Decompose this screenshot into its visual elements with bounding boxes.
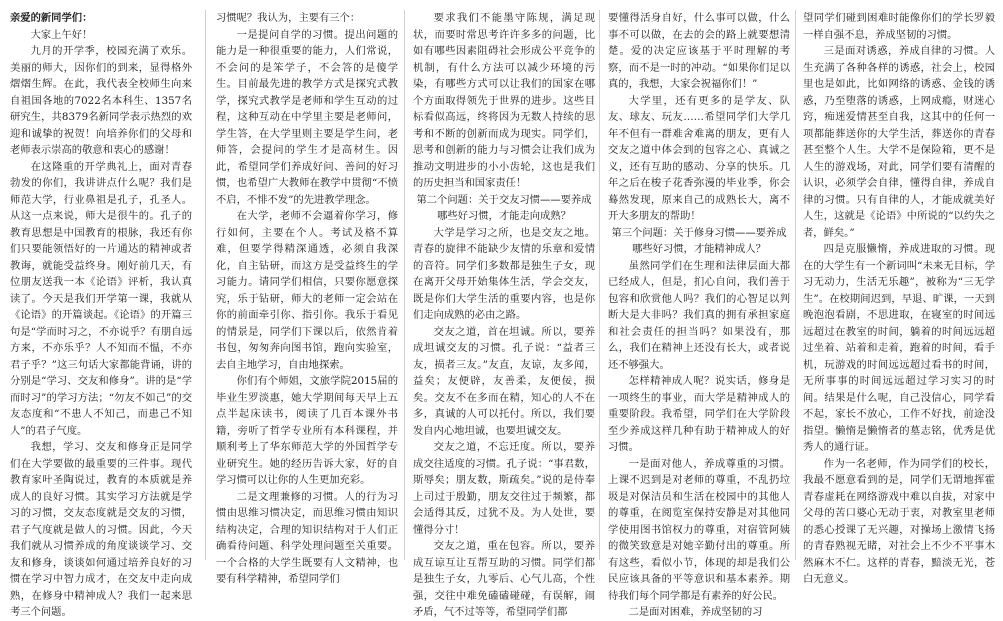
paragraph: 望同学们碰到困难时能像你们的学长罗毅一样自强不息，养成坚韧的习惯。	[803, 12, 995, 41]
text-column-1	[10, 10, 192, 618]
paragraph: 在这隆重的开学典礼上，面对青春勃发的你们，我讲讲点什么呢？我们是师范大学，行业鼻祖是孔子，孔圣人。从这一点来说，师大是很牛的。孔子的教育思想是中国教育的根脉，我还有你们只要能领悟好的一片通达的精神或者教诲，就能受益终身。刚好前几天，有位朋友送我一本《论语》评析，我认真读了。今天是我们开学第一课，我就从《论语》的开篇谈起。《论语》的开篇三句是“学而时习之，不亦说乎？有朋自远方来，不亦乐乎？人不知而不愠，不亦君子乎？”这三句话大家都能背诵，讲的分别是“学习、交友和修身”。讲的是“学而时习”的学习方法；“勿友不如己”的交友态度和“不患人不知己，而患己不知人”的君子气度。	[10, 160, 192, 437]
paragraph: 大学是学习之所，也是交友之地。青春的旋律不能缺少友情的乐章和爱情的音符。同学们多数都是独生子女，现在离开父母开始集体生活，学会交友，既是你们大学生活的重要内容，也是你们走向成熟的必由之路。	[413, 226, 595, 321]
column-divider	[795, 10, 796, 560]
paragraph: 怎样精神成人呢？说实话，修身是一项终生的事业，而大学是精神成人的重要阶段。我希望，同学们在大学阶段至少养成这样几种有助于精神成人的好习惯。	[608, 375, 790, 453]
column-divider	[205, 10, 206, 560]
paragraph: 四是克服懒惰，养成进取的习惯。现在的大学生有一个新词叫“未来无目标，学习无动力，生活无乐趣”，被称为“三无学生”。在校期间迟到，早退、旷课，一天到晚泡泡看剧，不思进取，在寝室的时间远远超过在教室的时间，躺着的时间远远超过坐着、站着和走着，跑着的时间，看手机，玩游戏的时间远远超过看书的时间，无所事事的时间远远超过学习实习的时间。结果是什么呢，自己没信心，同学看不起，家长不放心，工作不好找，前途没指望。懒惰是懒惰者的墓志铭，优秀是优秀人的通行证。	[803, 243, 995, 453]
paragraph: 作为一名老师，作为同学们的校长，我最不愿意看到的是，同学们无谓地挥霍青春虚耗在网络游戏中难以自拔，对家中父母的苦口婆心无动于衷，对教室里老师的悉心授课了无兴趣，对操场上激情飞扬的青春熟视无睹，对社会上不少不平事木然麻木不仁。这样的青春，黯淡无光，苍白无意义。	[803, 457, 995, 585]
heading: 亲爱的新同学们：	[10, 12, 93, 24]
column-divider	[599, 10, 600, 560]
subheading: 第二个问题：关于交友习惯——要养成哪些好习惯，才能走向成熟？	[416, 193, 592, 222]
paragraph: 大家上午好！	[30, 28, 93, 41]
paragraph: 二是面对困难，养成坚韧的习	[628, 606, 763, 618]
paragraph: 要懂得活身自好，什么事可以做，什么事不可以做，在去的会的路上就要想清楚。爱的决定应该基于平时理解的考察，而不是一时的冲动。“如果你们足以真的，我想，大家会祝福你们！”	[608, 12, 790, 90]
paragraph: 大学里，还有更多的是学友、队友、球友、玩友……希望同学们大学几年不但有一群难舍难离的朋友，更有人交友之道中体会到的包容之心、真诚之义，还有互助的感动、分享的快乐。几年之后在梭子花香弥漫的毕业季，你会蓦然发现，原来自己的成熟长大，离不开大多朋友的帮助！	[608, 94, 790, 222]
paragraph: 二是文理兼修的习惯。人的行为习惯由思维习惯决定，而思维习惯由知识结构决定，合理的知识结构对于人们正确看待问题、科学处理问题至关重要。一个合格的大学生既要有人文精神，也要有科学精神，希望同学们	[216, 490, 398, 585]
paragraph: 交友之道，首在坦诚。所以，要养成坦诚交友的习惯。孔子说：“益者三友，损者三友。”友直，友谅，友多闻，益矣；友便辟，友善柔，友便佞，损矣。交友不在多而在精，知心的人不在多，真诚的人可以托付。所以，我们要发自内心地坦诚，也要坦诚交友。	[413, 325, 595, 437]
paragraph: 虽然同学们在生理和法律层面大都已经成人，但是，扪心自问，我们善于包容和欣赏他人吗？我们的心智足以判断大是大非吗？我们真的拥有承担家庭和社会责任的担当吗？如果没有，那么，我们在精神上还没有长大，或者说还不够强大。	[608, 259, 790, 371]
text-column-5	[803, 10, 995, 585]
paragraph: 要求我们不能墨守陈规，满足现状，而要时常思考许许多多的问题，比如有哪些因素阻碍社会形成公平竞争的机制，有什么方法可以减少环境的污染，有哪些方式可以让我们的国家在哪个方面取得领先于世界的进步。这些目标看似高远，终将因为无数人持续的思考和不断的创新而成为现实。同学们，思考和创新的能力与习惯会让我们成为推动文明进步的小小齿轮，这也是我们的历史担当和国家责任！	[413, 12, 595, 189]
paragraph: 我想，学习、交友和修身正是同学们在大学要做的最重要的三件事。现代教育家叶圣陶说过，教育的本质就是养成人的良好习惯。其实学习方法就是学习的习惯，交友态度就是交友的习惯，君子气度就是做人的习惯。因此，今天我们就从习惯养成的角度谈谈学习、交友和修身，谈谈如何通过培养良好的习惯在学习中智力成才，在交友中走向成熟，在修身中精神成人？我们一起来思考三个问题。	[10, 441, 192, 618]
paragraph: 九月的开学季，校园充满了欢乐。美丽的师大，因你们的到来，显得格外熠熠生辉。在此，我代表全校师生向来自祖国各地的7022名本科生、1357名研究生，共8379名新同学表示热烈的欢迎和诚挚的祝贺！向培养你们的父母和老师表示崇高的敬意和衷心的感谢！	[10, 45, 192, 156]
paragraph: 一是面对他人，养成尊重的习惯。上课不迟到是对老师的尊重，不乱扔垃圾是对保洁员和生活在校园中的其他人的尊重，在阅览室保持安静是对其他同学使用图书馆权力的尊重，对宿管阿姨的微笑致意是对她辛勤付出的尊重。所有这些，看似小节，体现的却是我们公民应该具备的平等意识和基本素养。期待我们每个同学都是有素养的好公民。	[608, 457, 790, 602]
text-column-3	[413, 10, 595, 618]
paragraph: 习惯呢？我认为，主要有三个：	[216, 12, 361, 24]
paragraph: 在大学，老师不会逼着你学习，修行如何，主要在个人。考试及格不算难，但要学得精深通透，必须自我深化，自主钻研，而这方是受益终生的学习能力。请同学们相信，只要你愿意探究，乐于钻研，师大的老师一定会站在你的前面牵引你、指引你。我乐于看见的情景是，同学们下课以后，依然肯着书包，匆匆奔向图书馆，跑向实验室，去自主地学习，自由地探索。	[216, 210, 398, 371]
paragraph: 交友之道，重在包容。所以，要养成互谅互让互帮互助的习惯。同学们都是独生子女，九零后、心气儿高，个性强，交往中难免磕磕碰碰，有误解，闹矛盾，气不过等等，希望同学们都	[413, 540, 595, 618]
paragraph: 交友之道，不忘迁度。所以，要养成交往适度的习惯。孔子说：“事君数，斯辱矣；朋友数，斯疏矣。”说的是侍奉上司过于殷勤，朋友交往过于频繁，都会适得其反，过犹不及。为人处世，要懂得分寸！	[413, 441, 595, 536]
column-divider	[404, 10, 405, 560]
paragraph: 你们有个师姐，文旅学院2015届的毕业生罗淡惠，她大学期间每天早上五点半起床读书，阅读了几百本课外书籍，旁听了哲学专业所有本科课程，并顺利考上了华东师范大学的外国哲学专业研究生。她的经历告诉大家，好的自学习惯可以让你的人生更加充彩。	[216, 375, 398, 486]
text-column-4	[608, 10, 790, 618]
paragraph: 三是面对诱惑，养成自律的习惯。人生充满了各种各样的诱惑，社会上，校园里也是如此，比如网络的诱惑、金钱的诱惑，乃至堕落的诱惑，上网成瘾，财迷心窍，痴迷爱情甚至自我，这其中的任何一项都能葬送你的大学生活，葬送你的青春甚至整个人生。大学不是保险箱，更不是人生的游戏场，对此，同学们要有清醒的认识，必须学会自律，懂得自律，养成自律的习惯。只有自律的人，才能成就美好人生，这就是《论语》中所说的“以约失之者，鲜矣。”	[803, 45, 995, 239]
subheading: 第三个问题：关于修身习惯——要养成哪些好习惯，才能精神成人？	[611, 226, 787, 255]
text-column-2	[216, 10, 398, 585]
paragraph: 一是提问自学的习惯。提出问题的能力是一种很重要的能力，人们常说，不会问的是笨学子，不会答的是傻学生。目前最先进的教学方式是探究式教学，探究式教学是老师和学生互动的过程，这种互动在中学里主要是老师问，学生答，在大学里则主要是学生问，老师答，会提问的学生才是高材生。因此，希望同学们养成好问、善问的好习惯，也希望广大教师在教学中贯彻“不愤不启，不悱不发”的先进教学理念。	[216, 28, 398, 206]
